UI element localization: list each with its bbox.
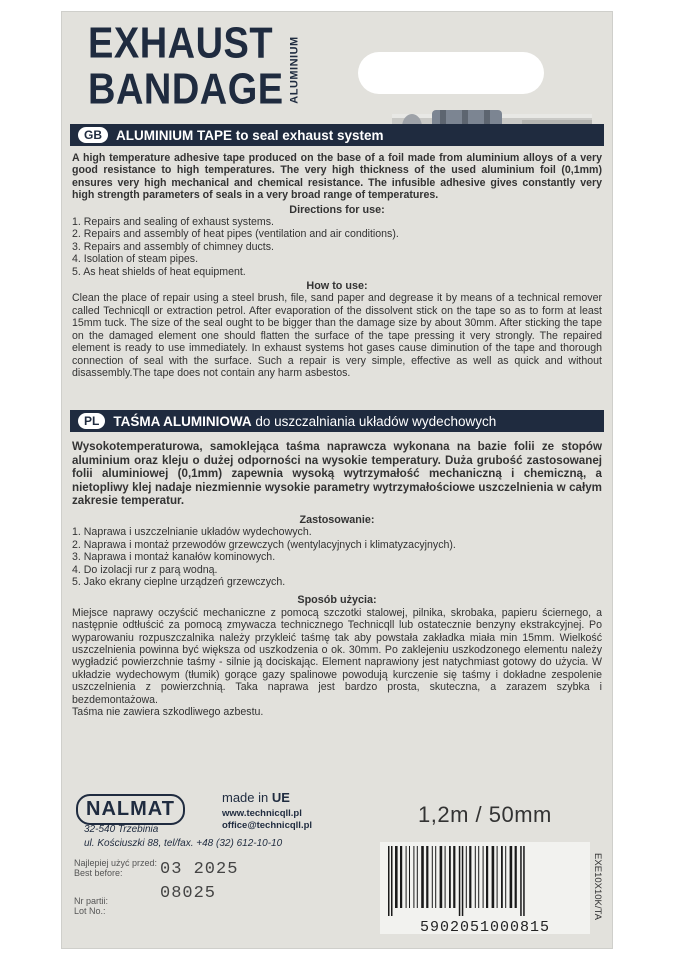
gb-intro: A high temperature adhesive tape produced on the base of a foil made from aluminium alloys of a very good resistance to high temperatures. The very high thickness of the used aluminium foil (0,1mm) ensures very high mechanical and chemical resistance. The infusible adhesive gives constantly very high strength parameters of seals in a very broad range of temperatures.	[72, 152, 602, 202]
gb-section-bar	[70, 124, 604, 146]
gb-badge: GB	[78, 127, 108, 143]
list-item: 1. Repairs and sealing of exhaust systems.	[72, 216, 274, 229]
tape-size: 1,2m / 50mm	[418, 802, 552, 827]
made-in: made in UE	[222, 790, 290, 805]
list-item: 2. Naprawa i montaż przewodów grzewczych (wentylacyjnych i klimatyzacyjnych).	[72, 538, 456, 551]
hang-hole	[358, 52, 544, 94]
list-item: 2. Repairs and assembly of heat pipes (ventilation and air conditions).	[72, 228, 399, 241]
pl-method-heading: Sposób użycia:	[297, 594, 377, 607]
list-item: 5. As heat shields of heat equipment.	[72, 265, 246, 278]
pl-section-bar	[70, 410, 604, 432]
best-before-label: Najlepiej użyć przed: Best before:	[74, 858, 158, 878]
pl-method-text: Miejsce naprawy oczyścić mechaniczne z pomocą szczotki stalowej, pilnika, skrobaka, papieru ściernego, a następnie odtłuścić za pomocą zmywacza technicznego Technicqll lub ostatecznie benzyny ekstrakcyjnej. Po wyparowaniu rozpuszczalnika należy przykleić taśmę tak aby powstała zakładka miała min 15mm. Wielkość uszczelnienia powinna być większa od uszkodzenia o ok. 30mm. Po zaklejeniu uszkodzonego elementu należy wygładzić powierzchnie taśmy - silnie ją dociskając. Element naprawiony jest natychmiast gotowy do użycia. W układzie wydechowym (tłumik) gorące gazy spalinowe powodują kurczenie się taśmy i dokładne zespolenie uszczelnienia z powierzchnią. Taka naprawa jest bardzo prosta, skuteczna, a zarazem szybka i bezdemontażowa.	[72, 606, 602, 706]
gb-howto-heading: How to use:	[306, 280, 368, 293]
barcode	[380, 842, 590, 934]
gb-title: ALUMINIUM TAPE to seal exhaust system	[116, 127, 384, 143]
pl-usage-list	[72, 526, 602, 588]
lot-label: Nr partii: Lot No.:	[74, 896, 109, 916]
list-item: 4. Do izolacji rur z parą wodną.	[72, 563, 218, 576]
email: office@technicqll.pl	[222, 820, 313, 831]
list-item: 5. Jako ekrany cieplne urządzeń grzewczych.	[72, 576, 286, 588]
pl-title-bold: TAŚMA ALUMINIOWA	[113, 413, 252, 429]
pl-usage-heading: Zastosowanie:	[299, 513, 375, 526]
pl-content	[72, 440, 602, 718]
gb-content	[72, 152, 602, 379]
pl-intro: Wysokotemperaturowa, samoklejąca taśma naprawcza wykonana na bazie folii ze stopów aluminium oraz kleju o dużej odporności na wysokie temperatury. Duża grubość zastosowanej folii aluminiowej (0,1mm) zapewnia wysoką wytrzymałość mechaniczną i chemiczną, a nietopliwy klej nadaje niezmiennie wysokie parametry wytrzymałościowe uszczelnienia w całym zakresie temperatur.	[72, 440, 602, 508]
postcode: 32-540 Trzebinia	[84, 824, 159, 835]
list-item: 3. Naprawa i montaż kanałów kominowych.	[72, 551, 276, 564]
barcode-digits: 5902051000815	[419, 919, 551, 934]
gb-howto-text: Clean the place of repair using a steel brush, file, sand paper and degrease it by means of a technical remover called Technicqll or extraction petrol. After evaporation of the dissolvent stick on the tape so as to form at least 15mm tuck. The size of the seal ought to be bigger than the damage size by about 30mm. After sticking the tape on the damaged element one should flatten the surface of the tape pressing it very strongly. The repaired element is ready to use immediately. In exhaust systems hot gases cause diminution of the tape and thorough connection of seal with the surface. Such a repair is very simple, effective as well as quick and without disassembly.The tape does not contain any harm asbestos.	[72, 292, 602, 379]
gb-directions-heading: Directions for use:	[289, 203, 385, 216]
pl-note: Taśma nie zawiera szkodliwego azbestu.	[72, 706, 264, 719]
website: www.technicqll.pl	[222, 808, 302, 819]
pl-badge: PL	[78, 413, 105, 429]
lot-value: 08025	[160, 884, 217, 903]
list-item: 3. Repairs and assembly of chimney ducts.	[72, 240, 274, 253]
title-line-2: BANDAGE	[88, 65, 284, 114]
street-address: ul. Kościuszki 88, tel/fax. +48 (32) 612-10-10	[84, 838, 283, 849]
product-card	[62, 12, 612, 948]
list-item: 1. Naprawa i uszczelnianie układów wydechowych.	[72, 526, 312, 539]
title-line-1: EXHAUST	[88, 19, 274, 68]
best-before-value: 03 2025	[160, 860, 239, 879]
title-vertical: ALUMINIUM	[289, 36, 301, 104]
brand-logo: NALMAT	[76, 794, 185, 825]
product-code: EXE10X10K/TA	[591, 852, 603, 920]
list-item: 4. Isolation of steam pipes.	[72, 253, 199, 266]
pl-title-rest: do uszczalniania układów wydechowych	[251, 413, 497, 429]
gb-directions-list	[72, 216, 602, 278]
